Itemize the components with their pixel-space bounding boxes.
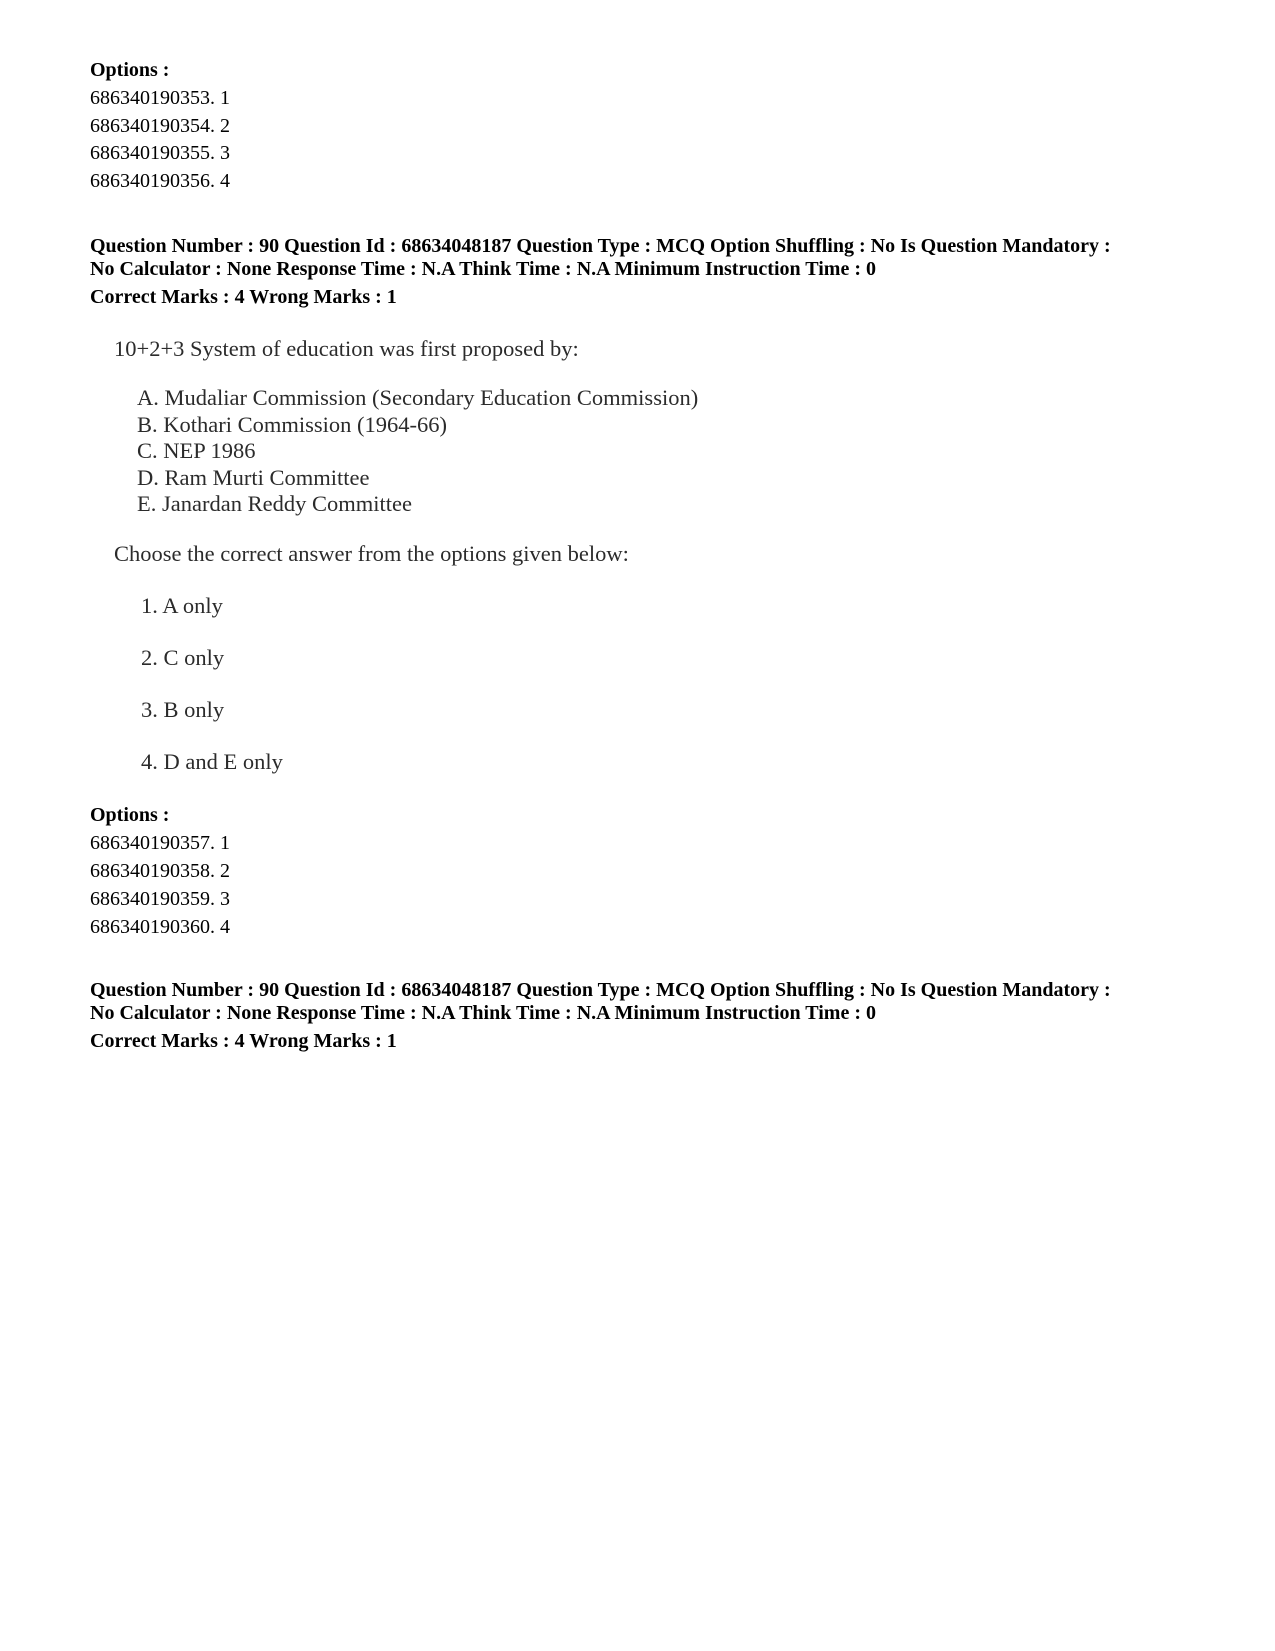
statement-item: E. Janardan Reddy Committee [137, 491, 412, 516]
statement-item: D. Ram Murti Committee [137, 465, 370, 490]
options-heading: Options : [90, 59, 170, 81]
question-instruction: Choose the correct answer from the options given below: [114, 541, 629, 566]
option-item: 686340190360. 4 [90, 916, 230, 938]
statement-item: B. Kothari Commission (1964-66) [137, 412, 447, 437]
question-meta-line: No Calculator : None Response Time : N.A Think Time : N.A Minimum Instruction Time : 0 [90, 258, 876, 280]
option-item: 686340190353. 1 [90, 87, 230, 109]
answer-choice: 1. A only [141, 593, 223, 618]
statement-item: C. NEP 1986 [137, 438, 256, 463]
option-item: 686340190357. 1 [90, 832, 230, 854]
option-item: 686340190359. 3 [90, 888, 230, 910]
question-stem: 10+2+3 System of education was first proposed by: [114, 336, 579, 361]
option-item: 686340190354. 2 [90, 115, 230, 137]
answer-choice: 3. B only [141, 697, 225, 722]
option-item: 686340190355. 3 [90, 142, 230, 164]
answer-choice: 4. D and E only [141, 749, 283, 774]
question-meta-line: No Calculator : None Response Time : N.A Think Time : N.A Minimum Instruction Time : 0 [90, 1002, 876, 1024]
question-image [100, 325, 800, 795]
marks-line: Correct Marks : 4 Wrong Marks : 1 [90, 286, 397, 308]
options-heading: Options : [90, 804, 170, 826]
option-item: 686340190358. 2 [90, 860, 230, 882]
question-meta-line: Question Number : 90 Question Id : 68634048187 Question Type : MCQ Option Shuffling : No Is Question Mandatory : [90, 235, 1111, 257]
question-meta-line: Question Number : 90 Question Id : 68634048187 Question Type : MCQ Option Shuffling : No Is Question Mandatory : [90, 979, 1111, 1001]
statement-item: A. Mudaliar Commission (Secondary Education Commission) [137, 385, 699, 410]
option-item: 686340190356. 4 [90, 170, 230, 192]
marks-line: Correct Marks : 4 Wrong Marks : 1 [90, 1030, 397, 1052]
answer-choice: 2. C only [141, 645, 225, 670]
